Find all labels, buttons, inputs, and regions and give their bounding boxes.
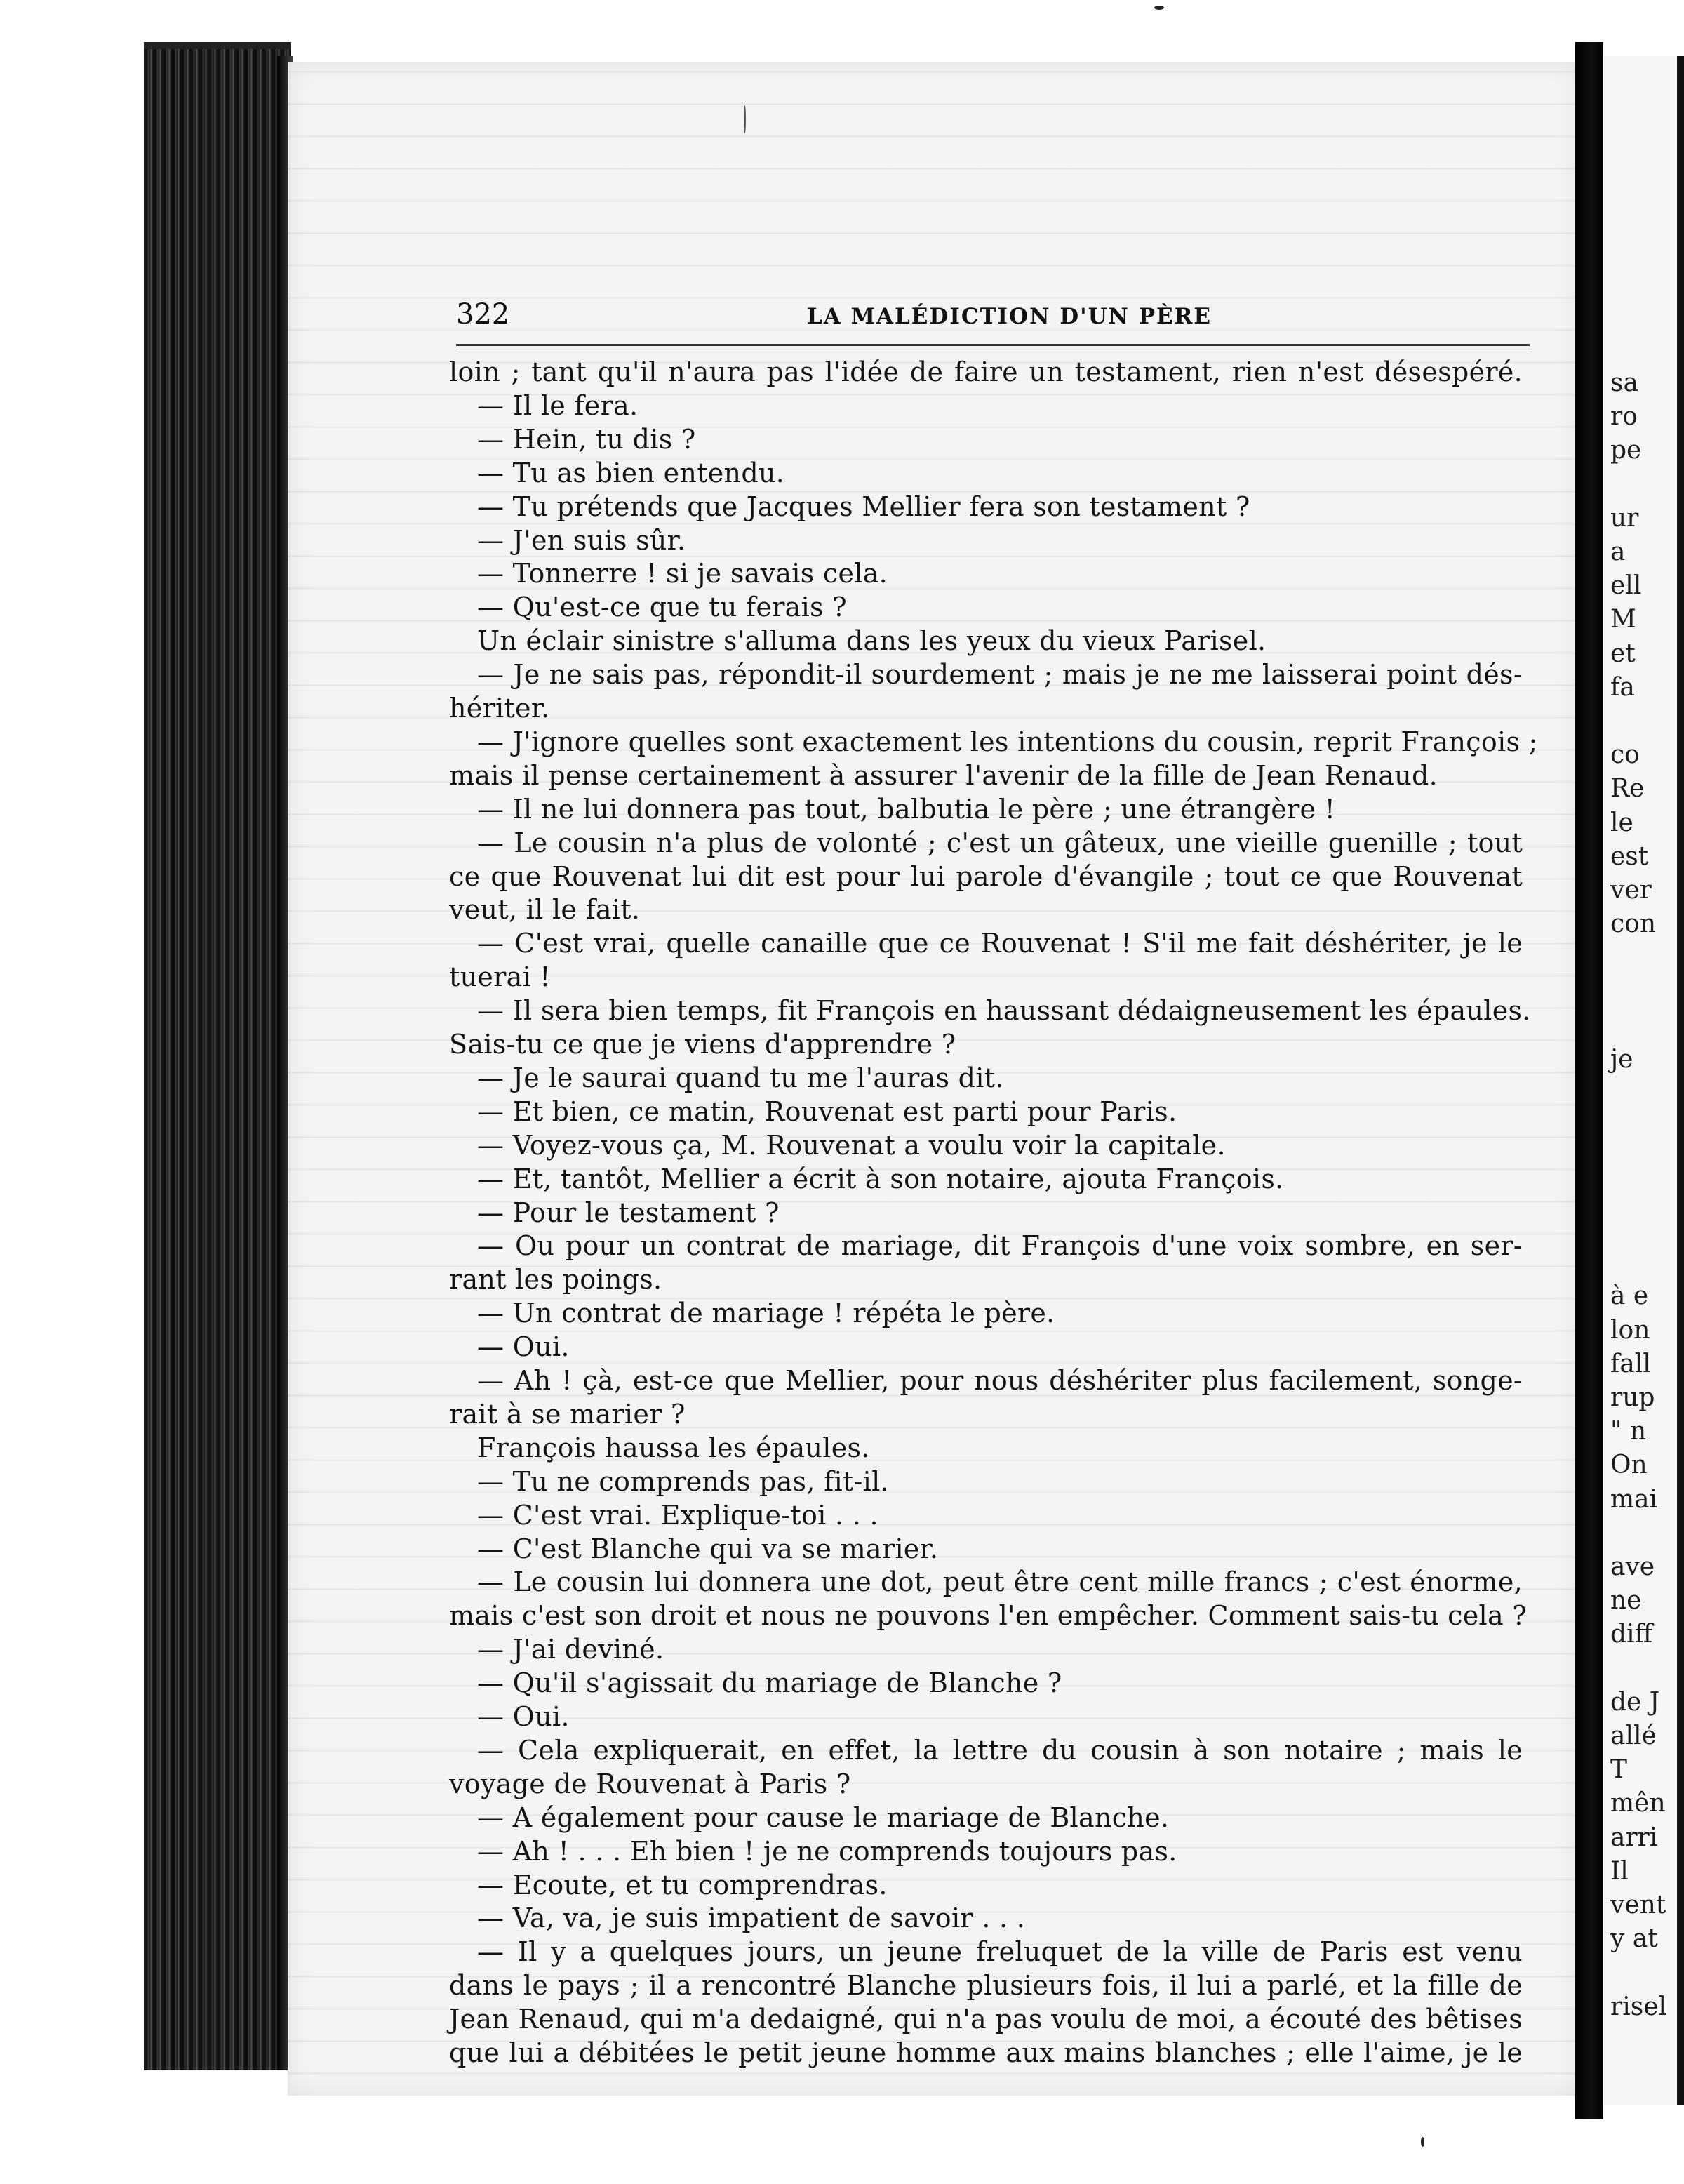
- text-line: — Ecoute, et tu comprendras.: [477, 1869, 888, 1900]
- facing-page-text: fa: [1610, 672, 1635, 702]
- facing-page-text: con: [1610, 910, 1657, 939]
- facing-page-text: risel: [1610, 1992, 1667, 2021]
- text-line: — J'en suis sûr.: [477, 524, 686, 556]
- facing-page-text: mên: [1610, 1789, 1666, 1818]
- facing-page-text: arri: [1610, 1823, 1658, 1852]
- facing-page-text: ver: [1610, 876, 1652, 905]
- facing-page-text: et: [1610, 639, 1636, 668]
- facing-page-text: a: [1610, 538, 1626, 566]
- text-line: — Le cousin lui donnera une dot, peut être cent mille francs ; c'est énorme,: [477, 1566, 1523, 1598]
- scan-speck: [1154, 6, 1164, 10]
- text-line: — Le cousin n'a plus de volonté ; c'est un gâteux, une vieille guenille ; tout: [477, 827, 1523, 858]
- text-line: — Il ne lui donnera pas tout, balbutia le père ; une étrangère !: [477, 793, 1336, 825]
- text-line: — Qu'est-ce que tu ferais ?: [477, 592, 847, 623]
- text-line: — Oui.: [477, 1331, 570, 1363]
- facing-page-text: à e: [1610, 1281, 1649, 1311]
- text-line: voyage de Rouvenat à Paris ?: [449, 1768, 851, 1799]
- facing-page-text: est: [1610, 841, 1649, 871]
- facing-page-text: ave: [1610, 1552, 1655, 1581]
- text-line: — C'est vrai, quelle canaille que ce Rouvenat ! S'il me fait déshériter, je le: [477, 928, 1523, 959]
- text-line: — Je le saurai quand tu me l'auras dit.: [477, 1062, 1004, 1093]
- text-line: — Tu prétends que Jacques Mellier fera son testament ?: [477, 491, 1250, 522]
- text-line: — C'est Blanche qui va se marier.: [477, 1533, 939, 1564]
- text-line: — Tu as bien entendu.: [477, 457, 785, 488]
- facing-page-text: fall: [1610, 1349, 1651, 1378]
- text-line: — Il le fera.: [477, 389, 639, 421]
- facing-page-text: diff: [1610, 1620, 1653, 1649]
- text-line: mais c'est son droit et nous ne pouvons l'en empêcher. Comment sais-tu cela ?: [449, 1600, 1527, 1632]
- facing-page-text: lon: [1610, 1315, 1650, 1345]
- facing-page-text: ne: [1610, 1586, 1642, 1616]
- page-number: 322: [456, 298, 510, 331]
- text-line: — Tu ne comprends pas, fit-il.: [477, 1465, 889, 1497]
- book-page-edges: [144, 49, 291, 2070]
- text-line: Un éclair sinistre s'alluma dans les yeux du vieux Parisel.: [477, 625, 1267, 657]
- facing-page-text: allé: [1610, 1722, 1657, 1750]
- facing-page-text: co: [1610, 740, 1640, 770]
- text-line: François haussa les épaules.: [477, 1432, 870, 1463]
- text-line: — A également pour cause le mariage de Blanche.: [477, 1802, 1170, 1833]
- text-line: — Va, va, je suis impatient de savoir . . .: [477, 1903, 1026, 1934]
- facing-page-text: Il: [1610, 1856, 1629, 1886]
- scan-speck: [744, 105, 746, 133]
- facing-page-text: On: [1610, 1451, 1648, 1480]
- text-line: — Cela expliquerait, en effet, la lettre du cousin à son notaire ; mais le: [477, 1734, 1523, 1766]
- text-line: — J'ignore quelles sont exactement les intentions du cousin, reprit François ;: [477, 726, 1538, 757]
- text-line: — Il sera bien temps, fit François en haussant dédaigneusement les épaules.: [477, 995, 1531, 1027]
- text-line: — Ah ! çà, est-ce que Mellier, pour nous déshériter plus facilement, songe-: [477, 1365, 1523, 1396]
- text-line: — J'ai deviné.: [477, 1634, 664, 1665]
- text-line: — C'est vrai. Explique-toi . . .: [477, 1499, 878, 1531]
- scan-speck: [1421, 2137, 1424, 2147]
- facing-page-text: rup: [1610, 1383, 1655, 1412]
- facing-page-text: T: [1610, 1755, 1628, 1785]
- text-line: — Et bien, ce matin, Rouvenat est parti pour Paris.: [477, 1096, 1177, 1127]
- facing-page-text: sa: [1610, 368, 1638, 397]
- facing-page-text: Re: [1610, 774, 1645, 804]
- text-line: rant les poings.: [449, 1264, 662, 1296]
- text-line: rait à se marier ?: [449, 1398, 686, 1430]
- text-line: hériter.: [449, 693, 550, 724]
- header-rule: [456, 344, 1530, 346]
- book-gutter: [1575, 42, 1603, 2119]
- page-header: [456, 298, 1530, 340]
- text-line: ce que Rouvenat lui dit est pour lui parole d'évangile ; tout ce que Rouvenat: [449, 860, 1523, 892]
- text-line: — Un contrat de mariage ! répéta le père.: [477, 1298, 1055, 1329]
- text-line: — Hein, tu dis ?: [477, 423, 696, 455]
- facing-page-text: mai: [1610, 1484, 1658, 1514]
- text-line: — Voyez-vous ça, M. Rouvenat a voulu voir la capitale.: [477, 1129, 1226, 1161]
- text-line: — Qu'il s'agissait du mariage de Blanche ?: [477, 1667, 1062, 1699]
- facing-page-text: " n: [1610, 1417, 1647, 1446]
- text-line: — Et, tantôt, Mellier a écrit à son notaire, ajouta François.: [477, 1163, 1284, 1194]
- facing-page-text: de J: [1610, 1687, 1660, 1717]
- running-title: LA MALÉDICTION D'UN PÈRE: [807, 304, 1212, 329]
- facing-page-text: je: [1610, 1045, 1633, 1074]
- facing-page-text: y at: [1610, 1924, 1658, 1954]
- facing-page-text: M: [1610, 605, 1636, 634]
- facing-page-text: ro: [1610, 402, 1638, 432]
- text-line: — Oui.: [477, 1701, 570, 1732]
- text-line: — Je ne sais pas, répondit-il sourdement ; mais je ne me laisserai point dés-: [477, 659, 1523, 691]
- text-line: — Il y a quelques jours, un jeune freluquet de la ville de Paris est venu: [477, 1936, 1523, 1968]
- facing-page-text: pe: [1610, 436, 1642, 465]
- facing-page-edge: [1677, 56, 1684, 2105]
- text-line: veut, il le fait.: [449, 894, 641, 926]
- facing-page-text: vent: [1610, 1891, 1666, 1919]
- text-line: — Pour le testament ?: [477, 1197, 780, 1228]
- text-line: dans le pays ; il a rencontré Blanche plusieurs fois, il lui a parlé, et la fille de: [449, 1970, 1523, 2002]
- text-line: Jean Renaud, qui m'a dedaigné, qui n'a pas voulu de moi, a écouté des bêtises: [449, 2004, 1523, 2035]
- text-line: — Ou pour un contrat de mariage, dit François d'une voix sombre, en ser-: [477, 1230, 1523, 1262]
- text-line: que lui a débitées le petit jeune homme aux mains blanches ; elle l'aime, je le: [449, 2037, 1523, 2068]
- text-line: mais il pense certainement à assurer l'avenir de la fille de Jean Renaud.: [449, 759, 1438, 791]
- text-line: — Ah ! . . . Eh bien ! je ne comprends toujours pas.: [477, 1835, 1177, 1867]
- text-line: loin ; tant qu'il n'aura pas l'idée de faire un testament, rien n'est désespéré.: [449, 357, 1523, 387]
- facing-page-fragment: [1603, 56, 1684, 2105]
- text-line: — Tonnerre ! si je savais cela.: [477, 558, 888, 590]
- text-line: tuerai !: [449, 961, 551, 993]
- facing-page-text: ell: [1610, 571, 1642, 601]
- facing-page-text: ur: [1610, 503, 1639, 533]
- text-line: Sais-tu ce que je viens d'apprendre ?: [449, 1029, 956, 1060]
- facing-page-text: le: [1610, 808, 1633, 837]
